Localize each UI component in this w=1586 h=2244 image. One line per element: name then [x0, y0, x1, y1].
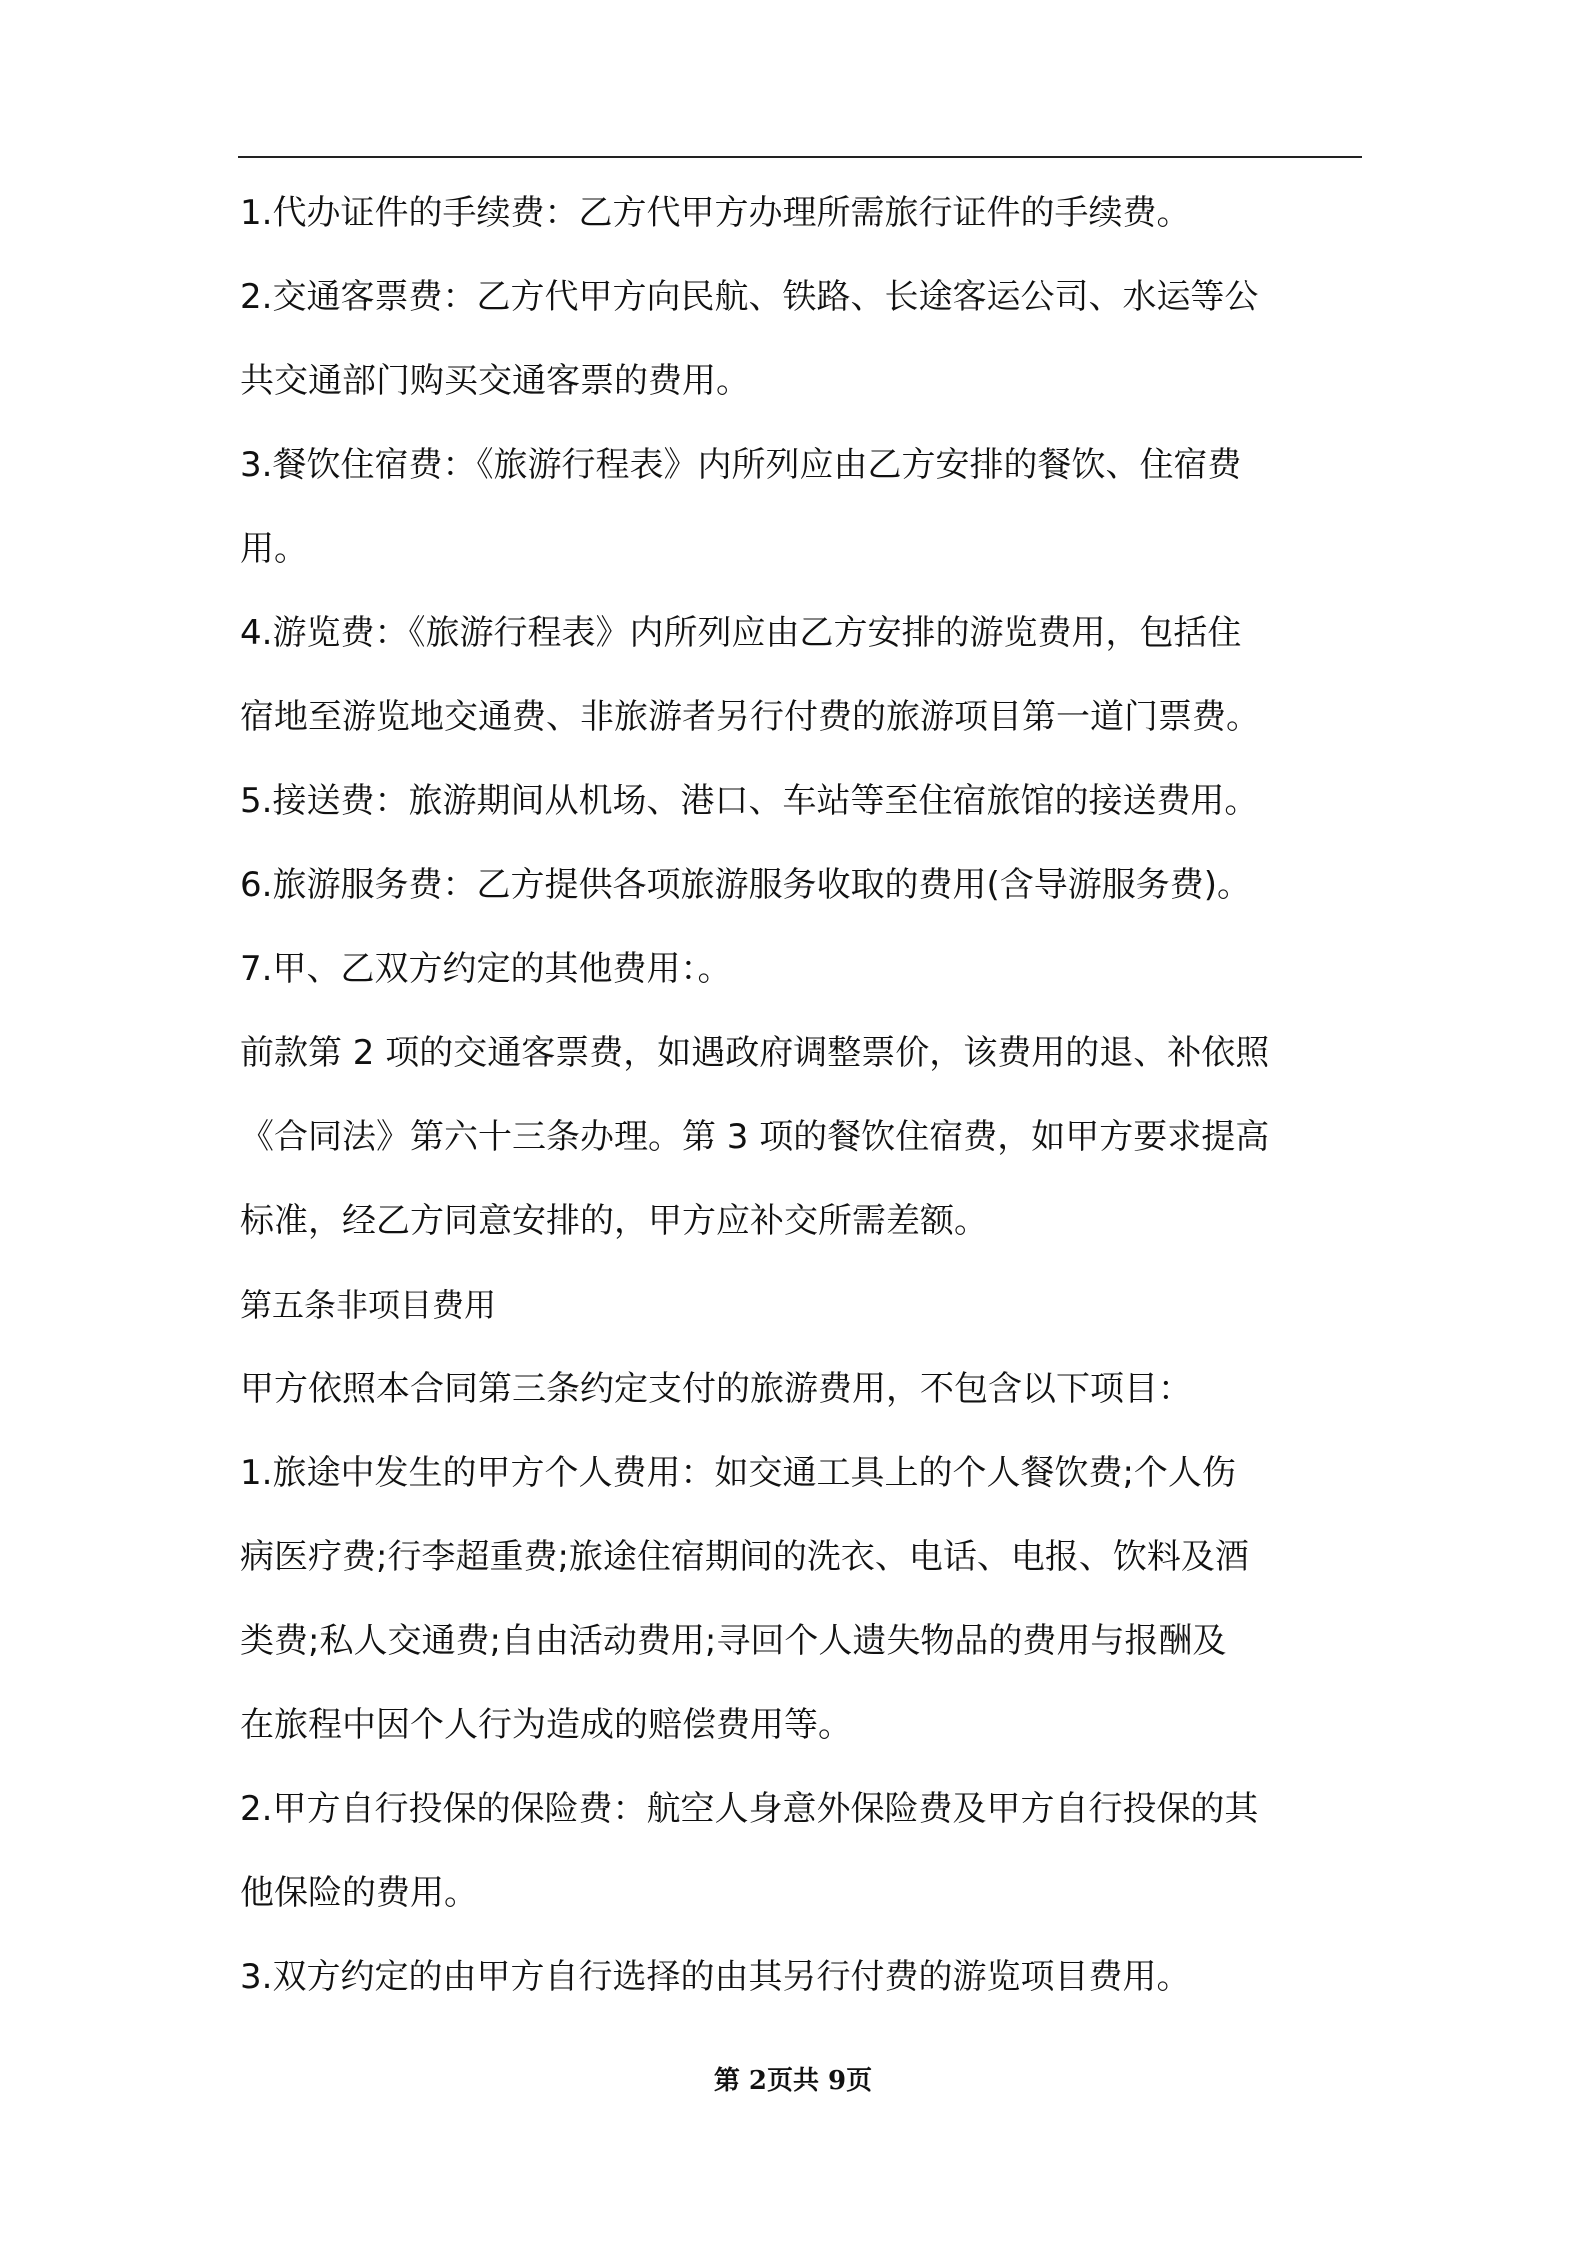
text-line: 7.甲、乙双方约定的其他费用：。: [240, 949, 732, 989]
text-line: 6.旅游服务费：乙方提供各项旅游服务收取的费用(含导游服务费)。: [240, 865, 1251, 905]
text-line: 2.甲方自行投保的保险费：航空人身意外保险费及甲方自行投保的其: [240, 1789, 1259, 1829]
text-line: 3.餐饮住宿费：《旅游行程表》内所列应由乙方安排的餐饮、住宿费: [240, 445, 1242, 485]
text-line: 4.游览费：《旅游行程表》内所列应由乙方安排的游览费用，包括住: [240, 613, 1242, 653]
text-line: 他保险的费用。: [240, 1873, 478, 1913]
text-line: 宿地至游览地交通费、非旅游者另行付费的旅游项目第一道门票费。: [240, 697, 1260, 737]
text-line: 1.旅途中发生的甲方个人费用：如交通工具上的个人餐饮费;个人伤: [240, 1453, 1236, 1493]
text-line: 1.代办证件的手续费：乙方代甲方办理所需旅行证件的手续费。: [240, 193, 1191, 233]
page-number: 第 2页共 9页: [713, 2066, 873, 2096]
text-line: 类费;私人交通费;自由活动费用;寻回个人遗失物品的费用与报酬及: [240, 1621, 1227, 1661]
text-line: 5.接送费：旅游期间从机场、港口、车站等至住宿旅馆的接送费用。: [240, 781, 1259, 821]
text-line: 共交通部门购买交通客票的费用。: [240, 361, 750, 401]
header-rule: [238, 156, 1362, 158]
text-line: 2.交通客票费：乙方代甲方向民航、铁路、长途客运公司、水运等公: [240, 277, 1259, 317]
text-line: 甲方依照本合同第三条约定支付的旅游费用，不包含以下项目：: [240, 1369, 1192, 1409]
text-line: 《合同法》第六十三条办理。第 3 项的餐饮住宿费，如甲方要求提高: [240, 1117, 1270, 1157]
text-line: 病医疗费;行李超重费;旅途住宿期间的洗衣、电话、电报、饮料及酒: [240, 1537, 1249, 1577]
section-heading: 第五条非项目费用: [240, 1286, 497, 1324]
text-line: 用。: [240, 529, 308, 569]
text-line: 在旅程中因个人行为造成的赔偿费用等。: [240, 1705, 852, 1745]
document-body: [240, 192, 1364, 2040]
text-line: 3.双方约定的由甲方自行选择的由其另行付费的游览项目费用。: [240, 1957, 1191, 1997]
text-line: 前款第 2 项的交通客票费，如遇政府调整票价，该费用的退、补依照: [240, 1033, 1270, 1073]
text-line: 标准，经乙方同意安排的，甲方应补交所需差额。: [240, 1201, 988, 1241]
